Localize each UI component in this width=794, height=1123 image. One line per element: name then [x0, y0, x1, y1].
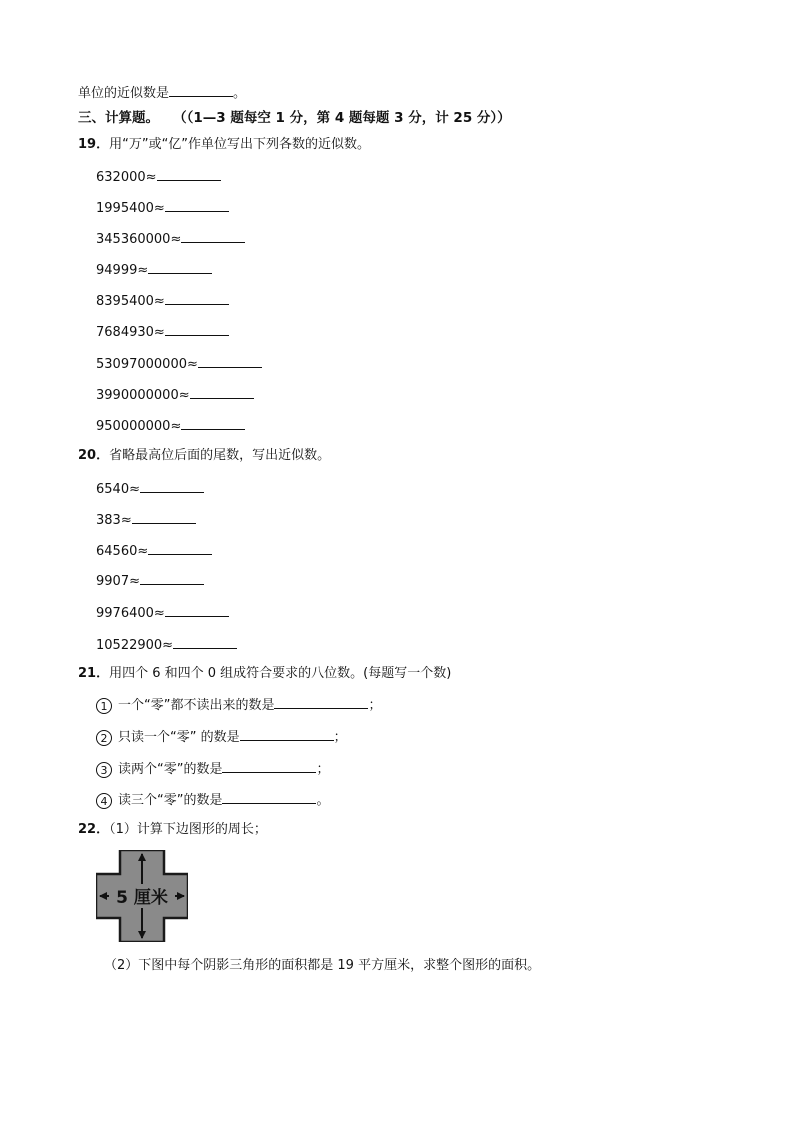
list-item: [96, 760, 330, 778]
question-part-1: （1）计算下边图形的周长；: [109, 822, 267, 837]
answer-blank[interactable]: [157, 168, 221, 181]
answer-blank[interactable]: [222, 791, 316, 804]
section-score-note: （（1—3 题每空 1 分，第 4 题每题 3 分，计 25 分））: [173, 110, 511, 126]
intro-text: 单位的近似数是: [78, 86, 170, 101]
answer-blank[interactable]: [132, 511, 196, 524]
item-expression: 383≈: [96, 513, 132, 528]
intro-line: [78, 84, 246, 102]
item-expression: 64560≈: [96, 544, 149, 559]
intro-end: 。: [233, 86, 247, 101]
item-expression: 10522900≈: [96, 638, 174, 653]
list-item: [96, 355, 262, 373]
question-number: 19．: [78, 137, 110, 152]
list-item: [96, 728, 347, 746]
item-expression: 7684930≈: [96, 325, 165, 340]
answer-blank[interactable]: [181, 417, 245, 430]
figure-label: 5 厘米: [116, 888, 168, 908]
question-20-prompt: [78, 448, 330, 464]
item-end: ；: [368, 698, 382, 713]
answer-blank[interactable]: [190, 386, 254, 399]
list-item: [96, 511, 196, 529]
question-22-part-2: [104, 958, 540, 974]
question-part-2: （2）下图中每个阴影三角形的面积都是 19 平方厘米，求整个图形的面积。: [104, 958, 541, 973]
item-expression: 950000000≈: [96, 419, 182, 434]
list-item: [96, 261, 212, 279]
list-item: [96, 636, 237, 654]
answer-blank[interactable]: [148, 542, 212, 555]
answer-blank[interactable]: [240, 728, 334, 741]
list-item: [96, 604, 229, 622]
item-expression: 1995400≈: [96, 201, 165, 216]
item-expression: 6540≈: [96, 482, 140, 497]
list-item: [96, 417, 245, 435]
answer-blank[interactable]: [274, 696, 368, 709]
item-end: 。: [316, 793, 330, 808]
list-item: [96, 791, 330, 809]
answer-blank[interactable]: [165, 292, 229, 305]
question-text: 用四个 6 和四个 0 组成符合要求的八位数。(每题写一个数): [109, 666, 452, 681]
answer-blank[interactable]: [222, 760, 316, 773]
list-item: [96, 542, 212, 560]
list-item: [96, 168, 221, 186]
item-end: ；: [316, 762, 330, 777]
answer-blank[interactable]: [140, 572, 204, 585]
question-number: 21．: [78, 666, 110, 681]
question-21-prompt: [78, 666, 451, 682]
item-text: 只读一个“零” 的数是: [118, 730, 240, 745]
question-text: 省略最高位后面的尾数，写出近似数。: [109, 448, 331, 463]
item-expression: 632000≈: [96, 170, 157, 185]
answer-blank[interactable]: [169, 84, 233, 97]
list-item: [96, 572, 204, 590]
cross-figure: [96, 850, 188, 942]
question-number: 20．: [78, 448, 110, 463]
item-expression: 9907≈: [96, 574, 140, 589]
answer-blank[interactable]: [173, 636, 237, 649]
item-expression: 3990000000≈: [96, 388, 190, 403]
answer-blank[interactable]: [165, 199, 229, 212]
question-text: 用“万”或“亿”作单位写出下列各数的近似数。: [109, 137, 371, 152]
item-text: 读三个“零”的数是: [118, 793, 223, 808]
item-end: ；: [333, 730, 347, 745]
item-expression: 53097000000≈: [96, 357, 198, 372]
circled-number-icon: 3: [96, 762, 112, 778]
section-heading: [78, 110, 511, 126]
list-item: [96, 386, 254, 404]
item-expression: 94999≈: [96, 263, 149, 278]
circled-number-icon: 2: [96, 730, 112, 746]
item-expression: 9976400≈: [96, 606, 165, 621]
list-item: [96, 480, 204, 498]
list-item: [96, 292, 229, 310]
list-item: [96, 696, 382, 714]
item-text: 读两个“零”的数是: [118, 762, 223, 777]
section-title: 三、计算题。: [78, 110, 159, 126]
question-22-prompt: [78, 822, 267, 838]
list-item: [96, 323, 229, 341]
answer-blank[interactable]: [198, 355, 262, 368]
circled-number-icon: 1: [96, 698, 112, 714]
item-text: 一个“零”都不读出来的数是: [118, 698, 275, 713]
answer-blank[interactable]: [148, 261, 212, 274]
answer-blank[interactable]: [165, 604, 229, 617]
question-number: 22．: [78, 822, 110, 837]
list-item: [96, 230, 245, 248]
item-expression: 345360000≈: [96, 232, 182, 247]
item-expression: 8395400≈: [96, 294, 165, 309]
circled-number-icon: 4: [96, 793, 112, 809]
answer-blank[interactable]: [140, 480, 204, 493]
list-item: [96, 199, 229, 217]
answer-blank[interactable]: [181, 230, 245, 243]
answer-blank[interactable]: [165, 323, 229, 336]
question-19-prompt: [78, 137, 370, 153]
